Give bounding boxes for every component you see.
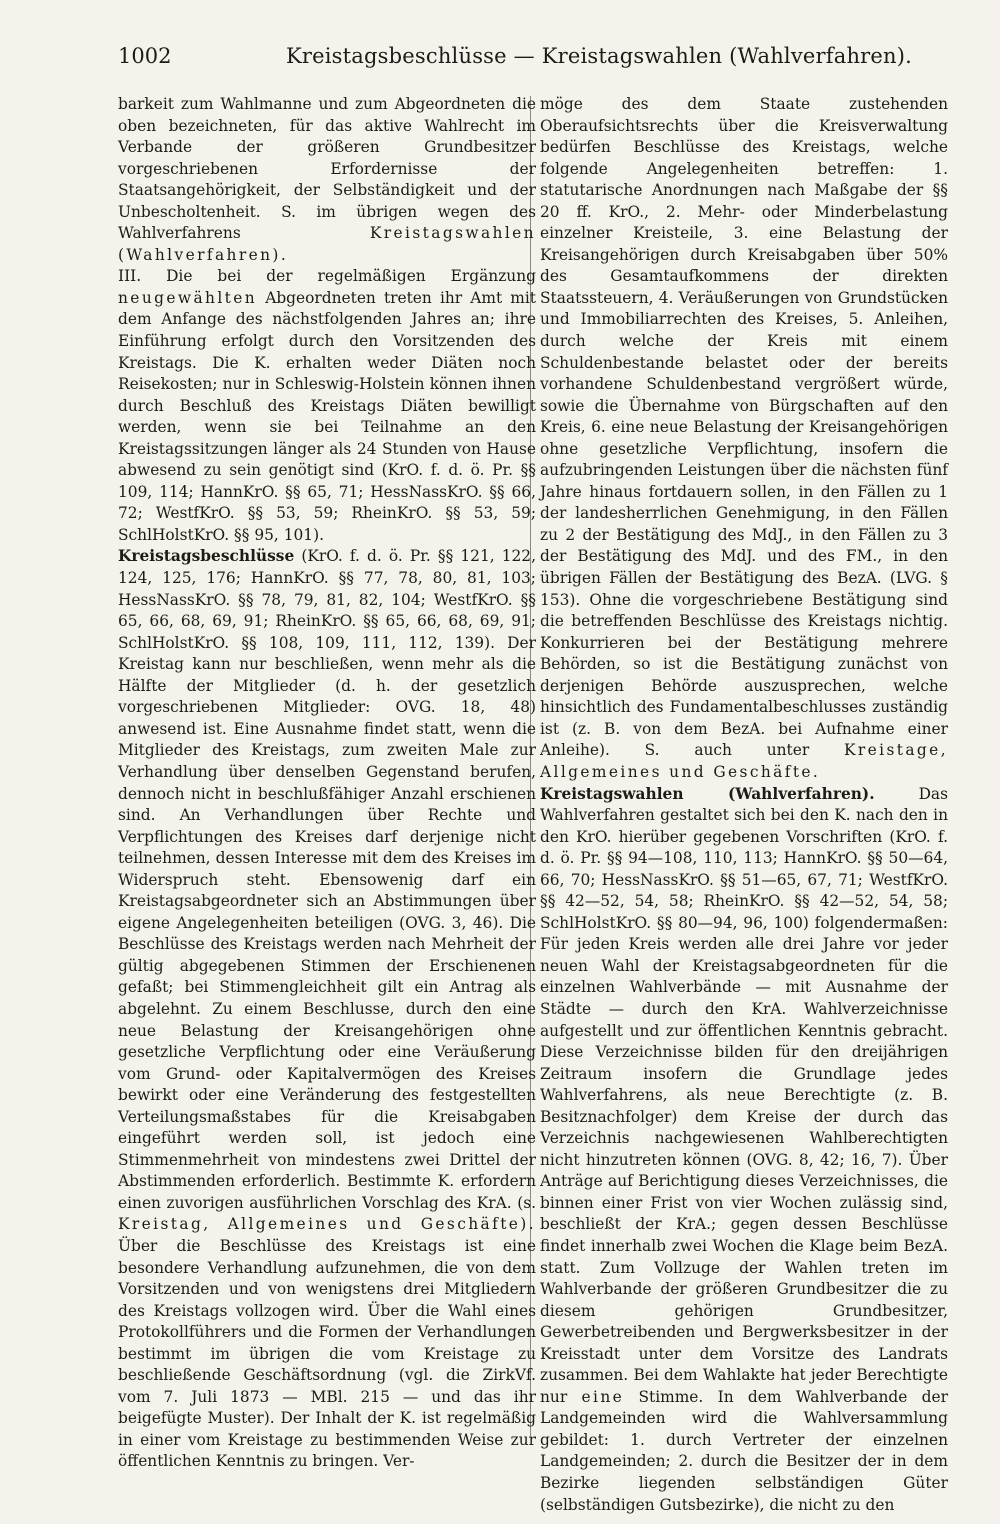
entry-heading: Kreistagswahlen (Wahlverfahren). (540, 784, 875, 803)
entry-heading: Kreistagsbeschlüsse (118, 547, 295, 566)
paragraph-text: III. Die bei der regelmäßigen Ergänzung (118, 267, 536, 286)
cross-reference: Kreistag, Allgemeines und Geschäfte). (118, 1215, 536, 1234)
paragraph-text: Das Wahlverfahren gestaltet sich bei den K. nach den in den KrO. hierüber gegebenen Vorschriften (KrO. f. d. ö. Pr. §§ 94—108, 110, 113; HannKrO. §§ 50—64, 66, 70; HessNassKrO. §§ 51—65, 67, 71; WestfKrO. §§ 42—52, 54, 58; RheinKrO. §§ 42—52, 54, 58; SchlHolstKrO. §§ 80—94, 96, 100) folgendermaßen: Für jeden Kreis werden alle drei Jahre vor jeder neuen Wahl der Kreistagsabgeordneten für die einzelnen Wahlverbände — mit Ausnahme der Städte — durch den KrA. Wahlverzeichnisse aufgestellt und zur öffentlichen Kenntnis gebracht. Diese Verzeichnisse bilden für den dreijährigen Zeitraum insofern die Grundlage jedes Wahlverfahrens, als neue Berechtigte (z. B. Besitznachfolger) dem Kreise der durch das Verzeichnis nachgewiesenen Wahlberechtigten nicht hinzutreten können (OVG. 8, 42; 16, 7). Über Anträge auf Berichtigung dieses Verzeichnisses, die binnen einer Frist von vier Wochen zulässig sind, beschließt der KrA.; gegen dessen Beschlüsse findet innerhalb zwei Wochen die Klage beim BezA. statt. Zum Vollzuge der Wahlen treten im Wahlverbande der größeren Grundbesitzer die zu diesem gehörigen Grundbesitzer, Gewerbetreibenden und Bergwerksbesitzer in der Kreisstadt unter dem Vorsitze des Landrats zusammen. Bei dem Wahlakte hat jeder Berechtigte nur (540, 784, 948, 1406)
page-header (118, 44, 948, 76)
cross-reference: Kreistagswahlen (Wahlverfahren). (118, 224, 536, 264)
page-number: 1002 (118, 44, 172, 68)
paragraph (118, 94, 536, 266)
running-title: Kreistagsbeschlüsse — Kreistagswahlen (Wahlverfahren). (286, 44, 913, 68)
paragraph-text: Stimme. In dem Wahlverbande der Landgemeinden wird die Wahlversammlung gebildet: 1. durch Vertreter der einzelnen Landgemeinden; 2. durch die Besitzer der in dem Bezirke liegenden selbständigen Güter (selbständigen Gutsbezirke), die nicht zu den (540, 1387, 948, 1514)
paragraph-text: barkeit zum Wahlmanne und zum Abgeordneten die oben bezeichneten, für das aktive Wahlrecht im Verbande der größeren Grundbesitzer vorgeschriebenen Erfordernisse der Staatsangehörigkeit, der Selbständigkeit und der Unbescholtenheit. S. im übrigen wegen des Wahlverfahrens (118, 95, 536, 243)
paragraph-text: Über die Beschlüsse des Kreistags ist eine besondere Verhandlung aufzunehmen, die von dem Vorsitzenden und von wenigstens drei Mitgliedern des Kreistags vollzogen wird. Über die Wahl eines Protokollführers und die Formen der Verhandlungen bestimmt im übrigen die vom Kreistage zu beschließende Geschäftsordnung (vgl. die ZirkVf. vom 7. Juli 1873 — MBl. 215 — und das ihr beigefügte Muster). Der Inhalt der K. ist regelmäßig in einer vom Kreistage zu bestimmenden Weise zur öffentlichen Kenntnis zu bringen. Ver- (118, 1236, 536, 1471)
cross-reference: Kreistage, Allgemeines und Geschäfte. (540, 741, 948, 781)
paragraph (540, 94, 948, 784)
paragraph (118, 266, 536, 546)
paragraph-text: Abgeordneten treten ihr Amt mit dem Anfange des nächstfolgenden Jahres an; ihre Einführung erfolgt durch den Vorsitzenden des Kreistags. Die K. erhalten weder Diäten noch Reisekosten; nur in Schleswig-Holstein können ihnen durch Beschluß des Kreistags Diäten bewilligt werden, wenn sie bei Teilnahme an den Kreistagssitzungen länger als 24 Stunden von Hause abwesend zu sein genötigt sind (KrO. f. d. ö. Pr. §§ 109, 114; HannKrO. §§ 65, 71; HessNassKrO. §§ 66, 72; WestfKrO. §§ 53, 59; RheinKrO. §§ 53, 59; SchlHolstKrO. §§ 95, 101). (118, 288, 536, 544)
paragraph-text: (KrO. f. d. ö. Pr. §§ 121, 122, 124, 125, 176; HannKrO. §§ 77, 78, 80, 81, 103; HessNassKrO. §§ 78, 79, 81, 82, 104; WestfKrO. §§ 65, 66, 68, 69, 91; RheinKrO. §§ 65, 66, 68, 69, 91; SchlHolstKrO. §§ 108, 109, 111, 112, 139). Der Kreistag kann nur beschließen, wenn mehr als die Hälfte der Mitglieder (d. h. der gesetzlich vorgeschriebenen Mitglieder: OVG. 18, 48) anwesend ist. Eine Ausnahme findet statt, wenn die Mitglieder des Kreistags, zum zweiten Male zur Verhandlung über denselben Gegenstand berufen, dennoch nicht in beschlußfähiger Anzahl erschienen sind. An Verhandlungen über Rechte und Verpflichtungen des Kreises darf derjenige nicht teilnehmen, dessen Interesse mit dem des Kreises im Widerspruch steht. Ebensowenig darf ein Kreistagsabgeordneter sich an Abstimmungen über eigene Angelegenheiten beteiligen (OVG. 3, 46). Die Beschlüsse des Kreistags werden nach Mehrheit der gültig abgegebenen Stimmen der Erschienenen gefaßt; bei Stimmengleichheit gilt ein Antrag als abgelehnt. Zu einem Beschlusse, durch den eine neue Belastung der Kreisangehörigen ohne gesetzliche Verpflichtung oder eine Veräußerung vom Grund- oder Kapitalvermögen des Kreises bewirkt oder eine Veränderung des festgestellten Verteilungsmaßstabes für die Kreisabgaben eingeführt werden soll, ist jedoch eine Stimmenmehrheit von mindestens zwei Drittel der Abstimmenden erforderlich. Bestimmte K. erfordern einen zuvorigen ausführlichen Vorschlag des KrA. (s. (118, 547, 536, 1212)
right-column (540, 94, 948, 1516)
entry-paragraph (540, 784, 948, 1517)
paragraph-text: möge des dem Staate zustehenden Oberaufsichtsrechts über die Kreisverwaltung bedürfen Beschlüsse des Kreistags, welche folgende Angelegenheiten betreffen: 1. statutarische Anordnungen nach Maßgabe der §§ 20 ff. KrO., 2. Mehr- oder Minderbelastung einzelner Kreisteile, 3. eine Belastung der Kreisangehörigen durch Kreisabgaben über 50% des Gesamtaufkommens der direkten Staatssteuern, 4. Veräußerungen von Grundstücken und Immobiliarrechten des Kreises, 5. Anleihen, durch welche der Kreis mit einem Schuldenbestande belastet oder der bereits vorhandene Schuldenbestand vergrößert würde, sowie die Übernahme von Bürgschaften auf den Kreis, 6. eine neue Belastung der Kreisangehörigen ohne gesetzliche Verpflichtung, insofern die aufzubringenden Leistungen über die nächsten fünf Jahre hinaus fortdauern sollen, in den Fällen zu 1 der landesherrlichen Genehmigung, in den Fällen zu 2 der Bestätigung des MdJ., in den Fällen zu 3 der Bestätigung des MdJ. und des FM., in den übrigen Fällen der Bestätigung des BezA. (LVG. § 153). Ohne die vorgeschriebene Bestätigung sind die betreffenden Beschlüsse des Kreistags nichtig. Konkurrieren bei der Bestätigung mehrere Behörden, so ist die Bestätigung zunächst von derjenigen Behörde auszusprechen, welche hinsichtlich des Fundamentalbeschlusses zuständig ist (z. B. von dem BezA. bei Aufnahme einer Anleihe). S. auch unter (540, 95, 948, 760)
spaced-term: eine (581, 1387, 625, 1406)
entry-paragraph (118, 546, 536, 1473)
left-column (118, 94, 536, 1473)
spaced-term: neugewählten (118, 288, 258, 307)
